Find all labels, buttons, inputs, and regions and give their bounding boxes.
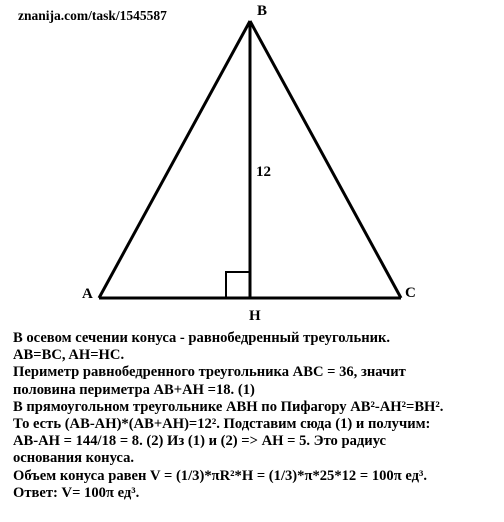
solution-line: Периметр равнобедренного треугольника ABC = 36, значит	[13, 364, 406, 381]
vertex-label-a: A	[82, 286, 93, 302]
side-bc	[250, 21, 401, 298]
solution-line: AB-AH = 144/18 = 8. (2) Из (1) и (2) => AH = 5. Это радиус	[13, 433, 387, 450]
solution-line: Ответ: V= 100π ед³.	[13, 484, 140, 501]
vertex-label-h: H	[249, 308, 261, 324]
solution-text	[13, 330, 501, 502]
right-angle-mark	[226, 272, 250, 298]
side-ab	[99, 21, 250, 298]
solution-line: основания конуса.	[13, 450, 135, 467]
solution-line: То есть (AB-AH)*(AB+AH)=12². Подставим сюда (1) и получим:	[13, 415, 431, 432]
solution-line: AB=BC, AH=HC.	[13, 347, 125, 364]
source-url: znanija.com/task/1545587	[18, 8, 167, 23]
solution-line: В прямоугольном треугольнике ABH по Пифагору AB²-AH²=BH².	[13, 398, 444, 415]
vertex-label-c: C	[405, 285, 416, 301]
solution-line: половина периметра AB+AH =18. (1)	[13, 381, 255, 398]
height-label: 12	[256, 164, 271, 180]
solution-line: В осевом сечении конуса - равнобедренный треугольник.	[13, 330, 391, 346]
solution-line: Объем конуса равен V = (1/3)*πR²*H = (1/3)*π*25*12 = 100π ед³.	[13, 467, 428, 484]
vertex-label-b: B	[257, 3, 268, 19]
